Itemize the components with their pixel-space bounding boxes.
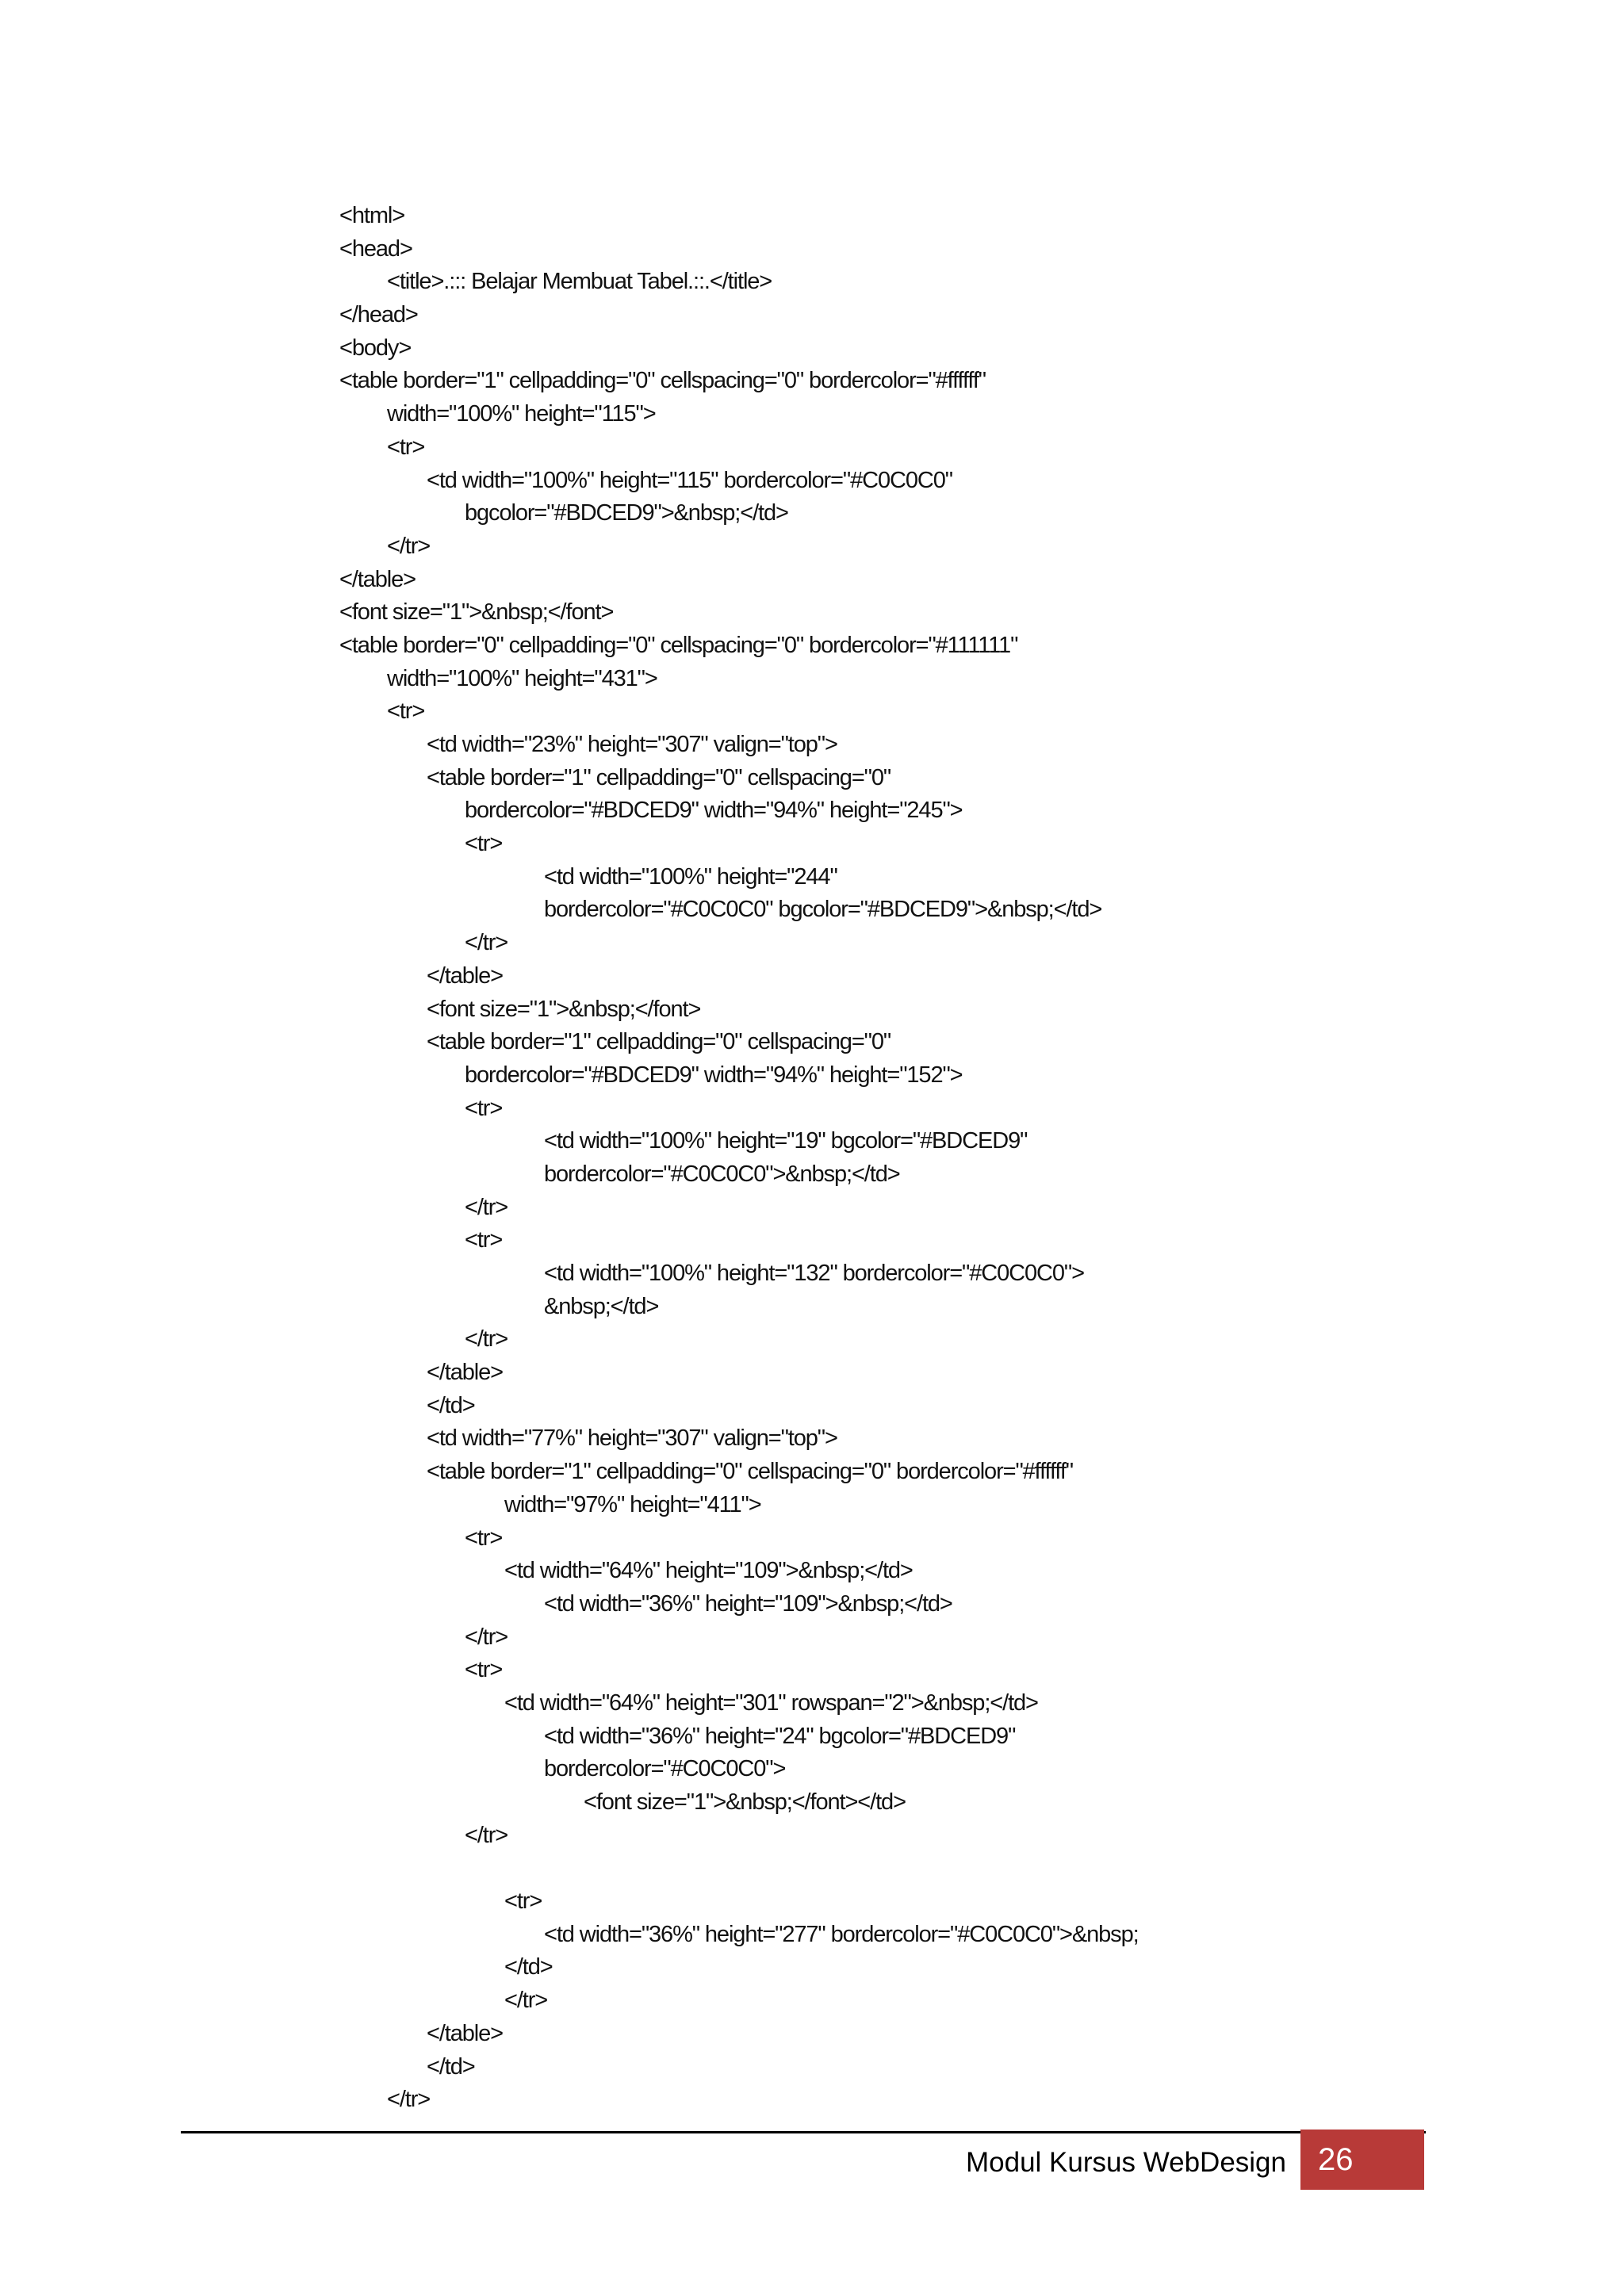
code-line: <head> <box>339 235 412 262</box>
code-line: <td width="100%" height="19" bgcolor="#BDCED9" <box>544 1128 1028 1154</box>
code-line: <td width="23%" height="307" valign="top"> <box>427 732 837 757</box>
code-line: </tr> <box>504 1988 548 2014</box>
code-line: <tr> <box>465 1525 503 1551</box>
code-line: </td> <box>427 2053 475 2080</box>
code-line: &nbsp;</td> <box>544 1293 659 1319</box>
code-line <box>339 1852 1576 1885</box>
code-line: </tr> <box>387 2087 431 2113</box>
footer-divider <box>181 2131 1426 2133</box>
code-line: <table border="1" cellpadding="0" cellspacing="0" bordercolor="#ffffff" <box>339 368 986 394</box>
code-line: </head> <box>339 302 418 328</box>
page-number: 26 <box>1318 2142 1354 2177</box>
code-line: <td width="64%" height="109">&nbsp;</td> <box>504 1558 913 1584</box>
code-line: <td width="36%" height="109">&nbsp;</td> <box>544 1590 952 1617</box>
code-line: bordercolor="#C0C0C0">&nbsp;</td> <box>544 1161 900 1187</box>
code-line: bordercolor="#C0C0C0" bgcolor="#BDCED9">&nbsp;</td> <box>544 897 1102 923</box>
code-listing <box>339 200 1576 2117</box>
page-number-badge <box>1300 2130 1424 2190</box>
code-line: </table> <box>427 2020 504 2046</box>
code-line: </tr> <box>465 1822 508 1848</box>
code-line: <tr> <box>504 1888 542 1915</box>
code-line: </table> <box>427 962 504 989</box>
code-line: <html> <box>339 203 405 228</box>
code-line: <body> <box>339 335 412 361</box>
code-line: </table> <box>339 566 416 592</box>
code-line: </tr> <box>465 1194 508 1220</box>
code-line: <tr> <box>387 434 425 460</box>
code-line: <table border="1" cellpadding="0" cellspacing="0" <box>427 1029 891 1055</box>
code-line: <tr> <box>465 1657 503 1683</box>
code-line: <td width="77%" height="307" valign="top"> <box>427 1425 837 1452</box>
code-line: width="100%" height="431"> <box>387 665 657 691</box>
code-line: </tr> <box>387 533 431 559</box>
code-line: <table border="1" cellpadding="0" cellspacing="0" bordercolor="#ffffff" <box>427 1459 1073 1485</box>
code-line: <title>.::: Belajar Membuat Tabel.::.</title> <box>387 269 772 295</box>
code-line: </tr> <box>465 930 508 956</box>
code-line: bgcolor="#BDCED9">&nbsp;</td> <box>465 500 788 526</box>
code-line: <table border="1" cellpadding="0" cellspacing="0" <box>427 764 891 790</box>
code-line: width="97%" height="411"> <box>504 1491 761 1517</box>
code-line: </tr> <box>465 1326 508 1353</box>
footer-module-title: Modul Kursus WebDesign <box>966 2147 1286 2178</box>
code-line: <font size="1">&nbsp;</font> <box>427 996 701 1022</box>
code-line: <tr> <box>465 831 503 857</box>
code-line: <td width="100%" height="244" <box>544 863 837 890</box>
code-line: bordercolor="#BDCED9" width="94%" height="245"> <box>465 798 963 824</box>
code-line: <tr> <box>387 698 425 725</box>
code-line: bordercolor="#C0C0C0"> <box>544 1756 786 1782</box>
code-line: <tr> <box>465 1227 503 1253</box>
code-line: <td width="100%" height="132" bordercolor="#C0C0C0"> <box>544 1261 1084 1286</box>
code-line: </td> <box>504 1954 553 1980</box>
code-line: <td width="36%" height="277" bordercolor="#C0C0C0">&nbsp; <box>544 1921 1139 1947</box>
code-line: </td> <box>427 1392 475 1418</box>
code-line: </table> <box>427 1360 504 1386</box>
code-line: <td width="36%" height="24" bgcolor="#BDCED9" <box>544 1723 1016 1749</box>
code-line: <font size="1">&nbsp;</font> <box>339 599 614 626</box>
code-line: </tr> <box>465 1624 508 1650</box>
code-line: bordercolor="#BDCED9" width="94%" height="152"> <box>465 1062 963 1088</box>
code-line: <table border="0" cellpadding="0" cellspacing="0" bordercolor="#111111" <box>339 632 1018 658</box>
code-line: <td width="100%" height="115" bordercolor="#C0C0C0" <box>427 467 952 493</box>
code-line: <td width="64%" height="301" rowspan="2">&nbsp;</td> <box>504 1689 1038 1716</box>
code-line: <tr> <box>465 1095 503 1121</box>
code-line: width="100%" height="115"> <box>387 401 656 427</box>
code-line: <font size="1">&nbsp;</font></td> <box>584 1789 906 1815</box>
